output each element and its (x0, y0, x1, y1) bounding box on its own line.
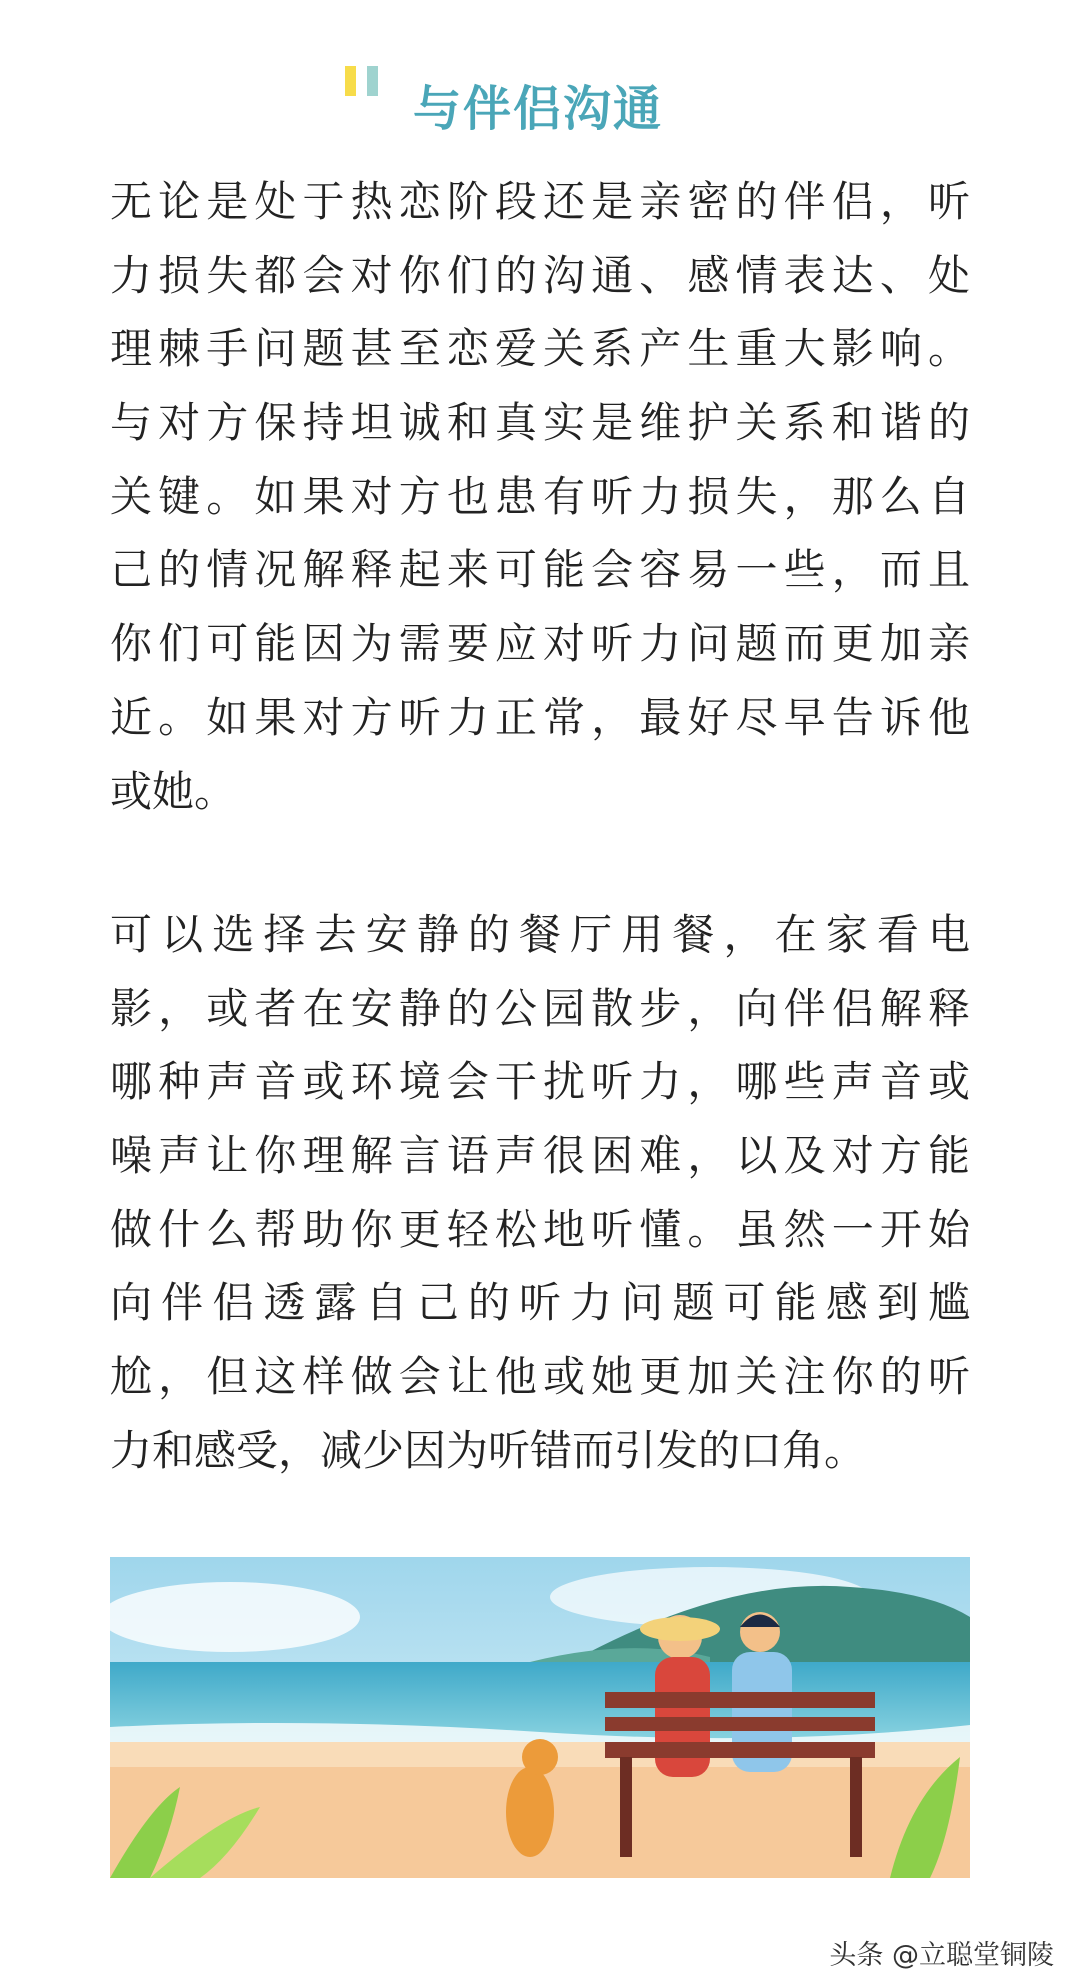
text-line: 做什么帮助你更轻松地听懂。虽然一开始 (110, 1204, 970, 1254)
beach-couple-illustration (110, 1557, 970, 1878)
text-line: 尬，但这样做会让他或她更加关注你的听 (110, 1352, 970, 1402)
text-line: 无论是处于热恋阶段还是亲密的伴侣，听 (110, 177, 970, 226)
paragraph-2 (110, 898, 970, 1488)
text-line: 向伴侣透露自己的听力问题可能感到尴 (110, 1278, 970, 1328)
text-line: 噪声让你理解言语声很困难，以及对方能 (110, 1131, 970, 1181)
text-line: 可以选择去安静的餐厅用餐，在家看电 (110, 910, 970, 959)
text-line: 近。如果对方听力正常，最好尽早告诉他 (110, 692, 970, 742)
text-line: 力损失都会对你们的沟通、感情表达、处 (110, 250, 970, 300)
text-line: 或她。 (110, 766, 237, 816)
teal-bar (367, 66, 378, 96)
text-line: 你们可能因为需要应对听力问题而更加亲 (110, 619, 970, 669)
paragraph-1 (110, 165, 970, 828)
text-line: 哪种声音或环境会干扰听力，哪些声音或 (110, 1057, 970, 1107)
text-line: 己的情况解释起来可能会容易一些，而且 (110, 545, 970, 595)
page-title: 与伴侣沟通 (413, 81, 664, 137)
text-line: 力和感受，减少因为听错而引发的口角。 (110, 1425, 867, 1475)
text-line: 关键。如果对方也患有听力损失，那么自 (110, 471, 970, 521)
yellow-bar (345, 66, 356, 96)
text-line: 理棘手问题甚至恋爱关系产生重大影响。 (110, 324, 970, 374)
watermark: 头条 @立聪堂铜陵 (829, 1940, 1054, 1971)
text-line: 影，或者在安静的公园散步，向伴侣解释 (110, 983, 970, 1033)
text-line: 与对方保持坦诚和真实是维护关系和谐的 (110, 398, 970, 448)
